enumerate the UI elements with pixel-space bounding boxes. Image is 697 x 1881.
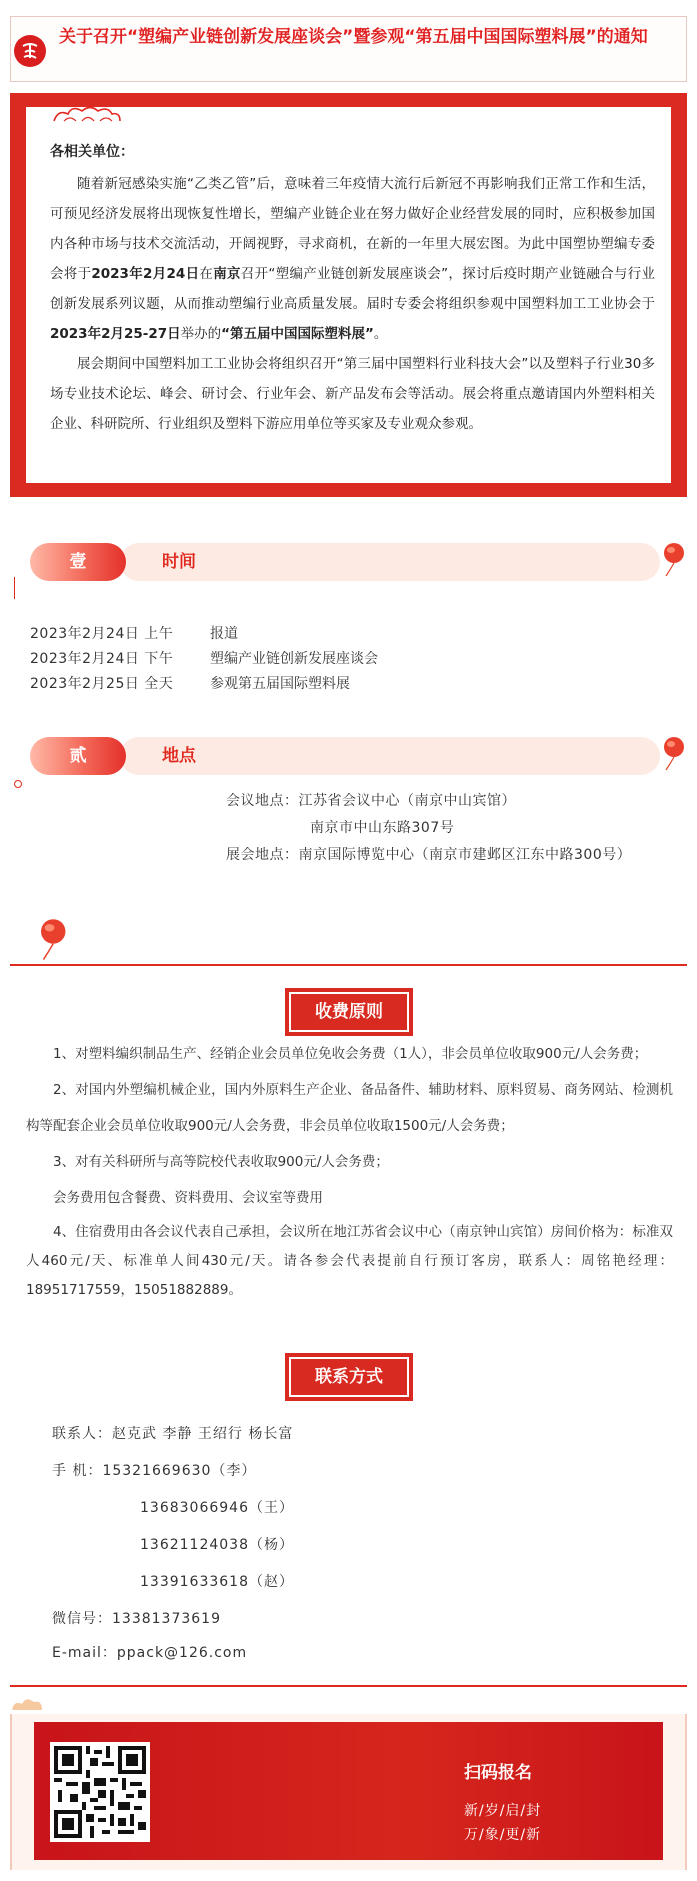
expo-location: 展会地点：南京国际博览中心（南京市建邺区江东中路300号）	[226, 847, 632, 863]
fee-item: 2、对国内外塑编机械企业，国内外原料生产企业、备品备件、辅助材料、原料贸易、商务网站、检测机构等配套企业会员单位收取900元/人会务费，非会员单位收取1500元/人会务费；	[26, 1082, 673, 1134]
registration-qr-code[interactable]	[50, 1742, 150, 1842]
scan-register-title: 扫码报名	[464, 1763, 532, 1783]
expo-date: 2023年2月25-27日	[50, 326, 181, 342]
lantern-icon	[660, 542, 686, 578]
contact-people: 联系人：赵克武 李静 王绍行 杨长富	[52, 1426, 294, 1442]
fee-item: 4、住宿费用由各会议代表自己承担，会议所在地江苏省会议中心（南京钟山宾馆）房间价格为：标准双人460元/天、标准单人间430元/天。请各参会代表提前自行预订客房，联系人：周铭艳经理：18951717559，15051882889。	[26, 1224, 673, 1298]
salutation: 各相关单位：	[50, 144, 134, 160]
schedule-row	[30, 672, 378, 697]
section-number: 壹	[30, 543, 126, 581]
intro-paragraph-1	[50, 169, 655, 349]
intro-frame	[10, 93, 687, 497]
phone-row	[52, 1453, 294, 1490]
intro-card	[26, 107, 671, 483]
section-header-location	[30, 737, 666, 775]
schedule-list	[30, 622, 378, 697]
meeting-location: 会议地点：江苏省会议中心（南京中山宾馆）	[226, 793, 516, 809]
schedule-event: 报道	[210, 626, 238, 642]
intro-text: 召开“塑编产业链创新发展座谈会”，探讨后疫时期产业链融合与行业创新发展系列议题，从而推动塑编行业高质量发展。届时专委会将组织参观中国塑料加工工业协会于	[50, 266, 656, 312]
section-pill	[120, 543, 660, 581]
phone-label: 手 机：	[52, 1463, 103, 1479]
schedule-event: 参观第五届国际塑料展	[210, 676, 350, 692]
schedule-event: 塑编产业链创新发展座谈会	[210, 651, 378, 667]
greeting-line: 万/象/更/新	[464, 1827, 542, 1843]
expo-name: “第五届中国国际塑料展”	[221, 326, 374, 342]
schedule-date: 2023年2月24日 下午	[30, 651, 174, 667]
title-bar	[10, 16, 687, 82]
intro-text: 在	[199, 266, 214, 282]
section-pill	[120, 737, 660, 775]
meeting-date: 2023年2月24日	[91, 266, 200, 282]
footer-frame	[10, 1714, 687, 1870]
phone-number[interactable]: 13391633618（赵）	[140, 1574, 294, 1590]
schedule-date: 2023年2月25日 全天	[30, 676, 174, 692]
divider-line	[14, 577, 15, 599]
section-label: 时间	[162, 552, 196, 572]
contact-block	[52, 1416, 294, 1668]
wechat-id: 微信号：13381373619	[52, 1611, 221, 1627]
greeting-line: 新/岁/启/封	[464, 1803, 542, 1819]
section-number: 贰	[30, 737, 126, 775]
contact-badge: 联系方式	[285, 1353, 413, 1401]
section-label: 地点	[162, 746, 196, 766]
schedule-row	[30, 647, 378, 672]
intro-paragraph-2: 展会期间中国塑料加工工业协会将组织召开“第三届中国塑料行业科技大会”以及塑料子行业30多场专业技术论坛、峰会、研讨会、行业年会、新产品发布会等活动。展会将重点邀请国内外塑料相关企业、科研院所、行业组织及塑料下游应用单位等买家及专业观众参观。	[50, 356, 655, 432]
meeting-address: 南京市中山东路307号	[310, 820, 455, 836]
fee-rules	[26, 1036, 673, 1305]
email-link[interactable]: E-mail：ppack@126.com	[52, 1645, 248, 1661]
phone-number[interactable]: 15321669630（李）	[102, 1463, 257, 1479]
logo-mark-icon	[19, 40, 41, 62]
page-title: 关于召开“塑编产业链创新发展座谈会”暨参观“第五届中国国际塑料展”的通知	[59, 27, 648, 47]
section-divider	[10, 1685, 687, 1687]
ring-ornament-icon	[14, 780, 22, 788]
qr-code-icon	[54, 1746, 146, 1838]
fee-item: 3、对有关科研所与高等院校代表收取900元/人会务费；	[53, 1154, 389, 1170]
cloud-ornament-icon	[10, 1694, 44, 1712]
lantern-icon	[660, 736, 686, 772]
cloud-ornament-icon	[52, 105, 122, 123]
fee-item: 1、对塑料编织制品生产、经销企业会员单位免收会务费（1人），非会员单位收取900元/人会务费；	[53, 1046, 648, 1062]
intro-text: 。	[373, 326, 388, 342]
lantern-icon	[36, 918, 68, 962]
association-logo-icon	[14, 35, 46, 67]
footer-banner	[34, 1722, 663, 1860]
intro-text: 随着新冠感染实施“乙类乙管”后，意味着三年疫情大流行后新冠不再影响我们正常工作和生活，可预见经济发展将出现恢复性增长，塑编产业链企业在努力做好企业经营发展的同时，应积极参加国内各种市场与技术交流活动，开阔视野，寻求商机，在新的一年里大展宏图。为此中国塑协塑编专委会将于	[50, 176, 655, 282]
fee-item: 会务费用包含餐费、资料费用、会议室等费用	[53, 1190, 323, 1206]
schedule-row	[30, 622, 378, 647]
phone-number[interactable]: 13621124038（杨）	[140, 1537, 294, 1553]
meeting-city: 南京	[213, 266, 241, 282]
phone-number[interactable]: 13683066946（王）	[140, 1500, 294, 1516]
fee-badge: 收费原则	[285, 988, 413, 1036]
intro-text: 举办的	[180, 326, 222, 342]
section-divider	[10, 964, 687, 966]
schedule-date: 2023年2月24日 上午	[30, 626, 174, 642]
section-header-time	[30, 543, 666, 581]
